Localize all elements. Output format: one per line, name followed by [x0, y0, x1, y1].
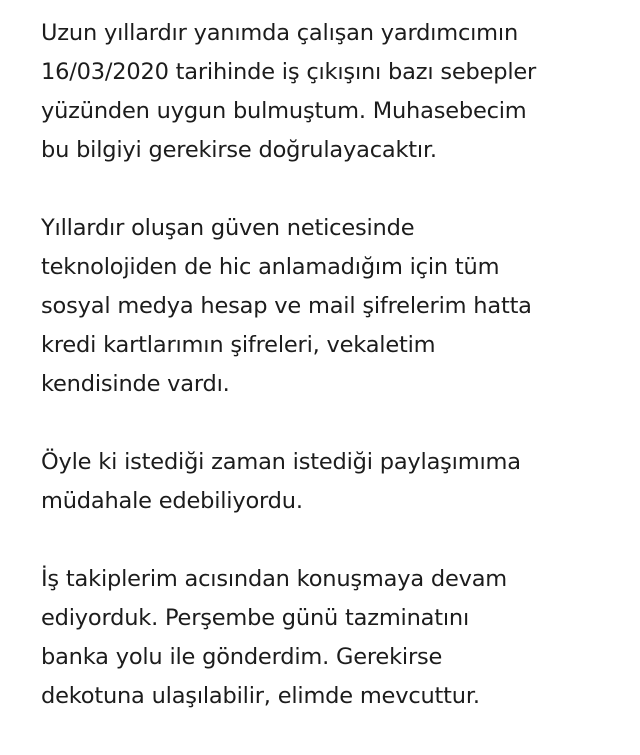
- paragraph-trust: [41, 209, 631, 404]
- paragraph-payment: [41, 560, 631, 716]
- text-line: teknolojiden de hic anlamadığım için tüm: [41, 254, 500, 280]
- text-line: banka yolu ile gönderdim. Gerekirse: [41, 644, 443, 670]
- text-line: 16/03/2020 tarihinde iş çıkışını bazı sebepler: [41, 59, 537, 85]
- text-line: Öyle ki istediği zaman istediği paylaşımıma: [41, 449, 521, 475]
- text-line: yüzünden uygun bulmuştum. Muhasebecim: [41, 98, 527, 124]
- text-line: dekotuna ulaşılabilir, elimde mevcuttur.: [41, 683, 480, 709]
- text-line: Uzun yıllardır yanımda çalışan yardımcımın: [41, 20, 518, 46]
- text-line: ediyorduk. Perşembe günü tazminatını: [41, 605, 470, 631]
- text-line: bu bilgiyi gerekirse doğrulayacaktır.: [41, 137, 437, 163]
- text-line: İş takiplerim acısından konuşmaya devam: [41, 566, 508, 592]
- paragraph-dismissal: [41, 14, 631, 170]
- paragraph-access: [41, 443, 631, 521]
- text-line: sosyal medya hesap ve mail şifrelerim hatta: [41, 293, 532, 319]
- text-line: Yıllardır oluşan güven neticesinde: [41, 215, 415, 241]
- note-text-body: [41, 14, 631, 755]
- text-line: kredi kartlarımın şifreleri, vekaletim: [41, 332, 436, 358]
- text-line: kendisinde vardı.: [41, 371, 230, 397]
- text-line: müdahale edebiliyordu.: [41, 488, 303, 514]
